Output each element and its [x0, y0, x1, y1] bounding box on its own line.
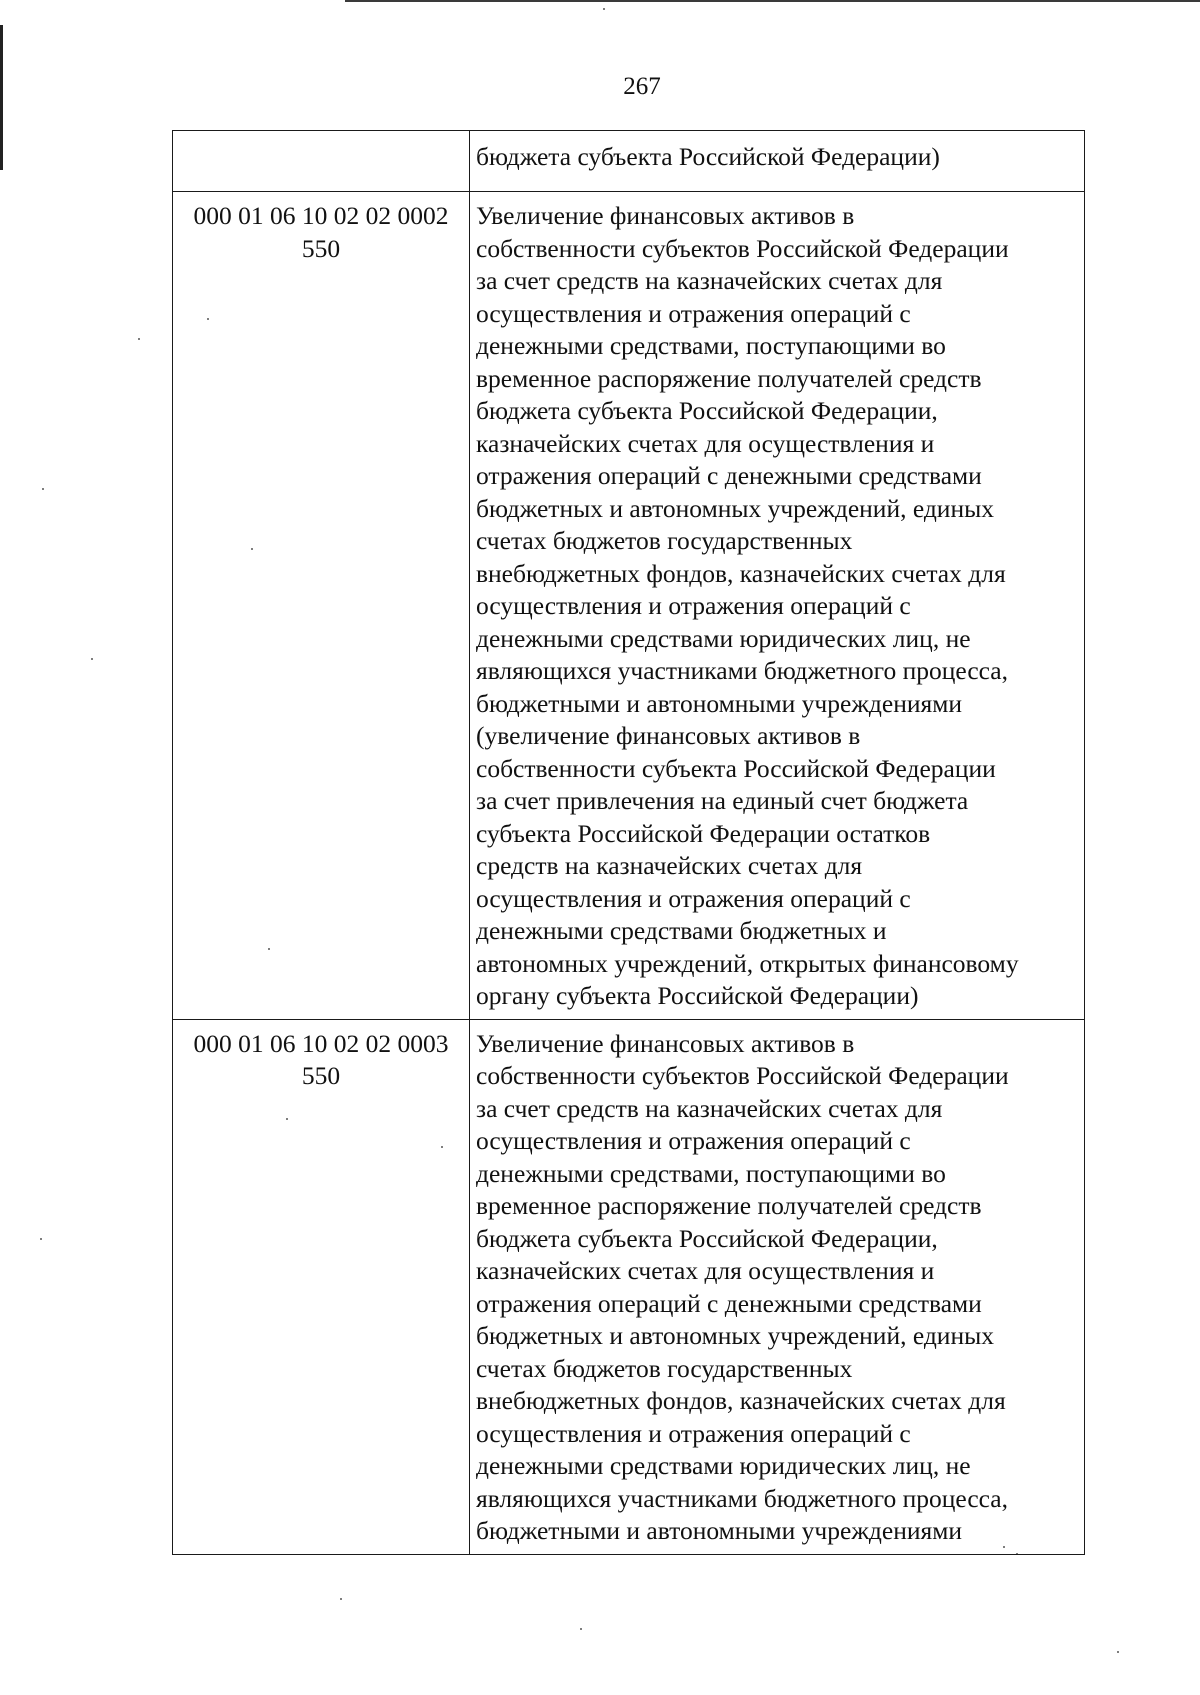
- budget-code-cell: [173, 131, 470, 192]
- description-line: отражения операций с денежными средствами: [476, 461, 982, 490]
- scan-speck: [580, 1628, 582, 1630]
- description-line: казначейских счетах для осуществления и: [476, 428, 935, 458]
- description-line: являющихся участниками бюджетного процесса,: [476, 656, 1008, 685]
- description-line: денежными средствами бюджетных и: [476, 916, 887, 945]
- description-line: денежными средствами, поступающими во: [476, 331, 946, 360]
- page-number: 267: [623, 73, 661, 100]
- description-line: Увеличение финансовых активов в: [476, 1028, 855, 1058]
- description-line: средств на казначейских счетах для: [476, 851, 863, 880]
- scan-edge-top: [345, 0, 1200, 2]
- description-line: являющихся участниками бюджетного процесса,: [476, 1483, 1008, 1513]
- description-cell: [470, 192, 1085, 1020]
- description-line: денежными средствами юридических лиц, не: [476, 623, 971, 653]
- table-row: [173, 192, 1085, 1020]
- description-line: собственности субъектов Российской Федерации: [476, 1061, 1009, 1090]
- description-line: бюджетных и автономных учреждений, единых: [476, 493, 994, 523]
- budget-code: 000 01 06 10 02 02 0002: [193, 201, 449, 230]
- description-line: внебюджетных фондов, казначейских счетах для: [476, 1386, 1006, 1415]
- description-line: автономных учреждений, открытых финансовому: [476, 948, 1019, 978]
- description-line: органу субъекта Российской Федерации): [476, 981, 919, 1010]
- description-line: бюджета субъекта Российской Федерации): [476, 142, 940, 171]
- scan-speck: [91, 658, 93, 660]
- table-row: [173, 131, 1085, 192]
- budget-code-suffix: 550: [301, 233, 341, 263]
- description-line: счетах бюджетов государственных: [476, 526, 853, 555]
- scan-speck: [340, 1598, 342, 1600]
- budget-code-table: [172, 130, 1085, 1555]
- description-line: субъекта Российской Федерации остатков: [476, 818, 931, 848]
- description-line: денежными средствами, поступающими во: [476, 1158, 946, 1188]
- description-line: отражения операций с денежными средствами: [476, 1288, 982, 1318]
- description-line: собственности субъекта Российской Федерации: [476, 753, 996, 783]
- description-line: за счет средств на казначейских счетах для: [476, 1093, 943, 1123]
- budget-code: 000 01 06 10 02 02 0003: [193, 1028, 449, 1058]
- description-line: за счет средств на казначейских счетах для: [476, 266, 943, 295]
- budget-code-cell: [173, 192, 470, 1020]
- description-line: денежными средствами юридических лиц, не: [476, 1451, 971, 1480]
- description-line: внебюджетных фондов, казначейских счетах для: [476, 558, 1006, 588]
- description-line: осуществления и отражения операций с: [476, 883, 911, 913]
- description-line: казначейских счетах для осуществления и: [476, 1256, 935, 1285]
- description-line: собственности субъектов Российской Федерации: [476, 233, 1009, 263]
- description-line: бюджетных и автономных учреждений, единых: [476, 1321, 994, 1350]
- description-line: за счет привлечения на единый счет бюджета: [476, 786, 969, 815]
- description-line: временное распоряжение получателей средств: [476, 1191, 982, 1220]
- table-row: [173, 1019, 1085, 1554]
- description-line: бюджетными и автономными учреждениями: [476, 688, 963, 718]
- scan-speck: [1117, 1651, 1119, 1653]
- description-line: осуществления и отражения операций с: [476, 591, 911, 620]
- description-line: временное распоряжение получателей средств: [476, 363, 982, 393]
- description-cell: [470, 1019, 1085, 1554]
- description-line: (увеличение финансовых активов в: [476, 721, 861, 750]
- description-line: осуществления и отражения операций с: [476, 1126, 911, 1155]
- budget-code-cell: [173, 1019, 470, 1554]
- description-line: бюджета субъекта Российской Федерации,: [476, 1223, 938, 1253]
- description-line: бюджетными и автономными учреждениями: [476, 1516, 963, 1545]
- budget-code-suffix: 550: [301, 1061, 341, 1090]
- description-line: счетах бюджетов государственных: [476, 1353, 853, 1383]
- description-line: осуществления и отражения операций с: [476, 1418, 911, 1448]
- description-line: бюджета субъекта Российской Федерации,: [476, 396, 938, 425]
- scan-speck: [603, 8, 605, 10]
- scan-speck: [40, 1238, 42, 1240]
- description-line: Увеличение финансовых активов в: [476, 201, 855, 230]
- scan-speck: [138, 338, 140, 340]
- scan-speck: [42, 488, 44, 490]
- description-cell: [470, 131, 1085, 192]
- description-line: осуществления и отражения операций с: [476, 298, 911, 328]
